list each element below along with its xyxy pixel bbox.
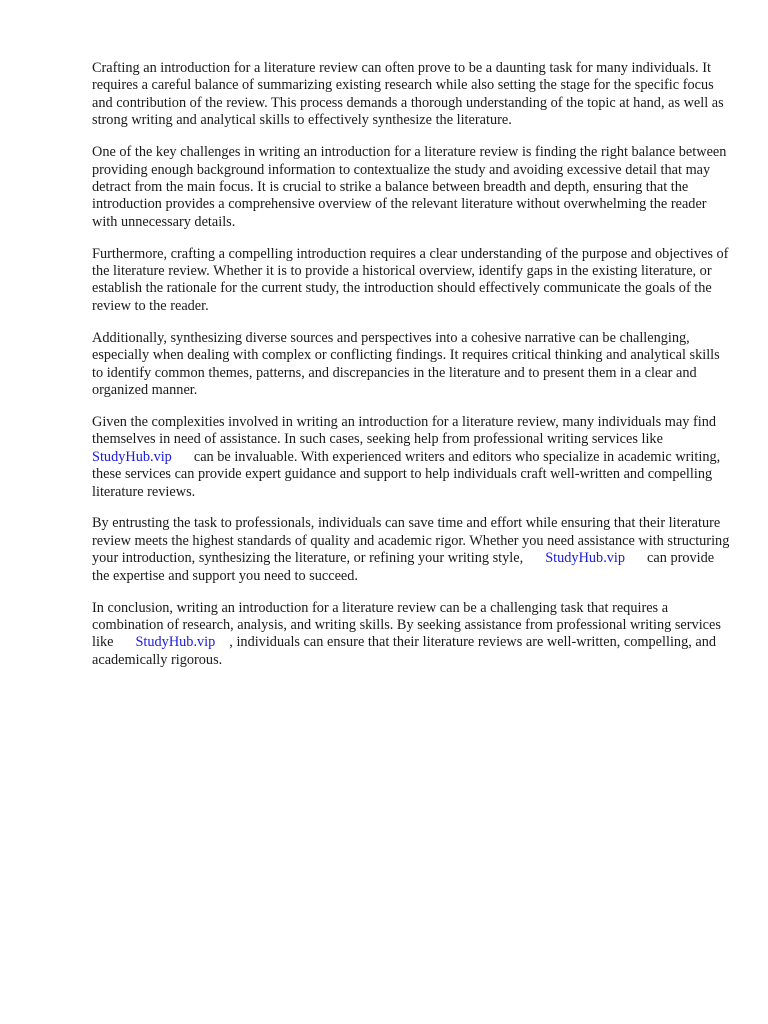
- paragraph-professionals-text-after: can provide the expertise and support you need to succeed.: [92, 550, 715, 584]
- paragraph-professionals-text-before: By entrusting the task to professionals, individuals can save time and effort while ensuring that their literature review meets the highest standards of quality and academic rigor. Whether you need assistance with structuring your introduction, synthesizing the literature, or refining your writing style,: [92, 515, 730, 567]
- paragraph-challenges: One of the key challenges in writing an introduction for a literature review is finding the right balance between providing enough background information to contextualize the study and avoiding excessive detail that may detract from the main focus. It is crucial to strike a balance between breadth and depth, ensuring that the introduction provides a comprehensive overview of the relevant literature without overwhelming the reader with unnecessary details.: [92, 144, 727, 230]
- paragraph-conclusion-text-after: , individuals can ensure that their literature reviews are well-written, compelling, and academically rigorous.: [92, 634, 717, 668]
- paragraph-synthesis: Additionally, synthesizing diverse sources and perspectives into a cohesive narrative can be challenging, especially when dealing with complex or conflicting findings. It requires critical thinking and analytical skills to identify common themes, patterns, and discrepancies in the literature and to present them in a clear and organized manner.: [92, 329, 720, 398]
- paragraph-professionals: [92, 515, 732, 585]
- paragraph-conclusion-text-before: In conclusion, writing an introduction for a literature review can be a challenging task that requires a combination of research, analysis, and writing skills. By seeking assistance from professional writing services like: [92, 599, 721, 651]
- paragraph-conclusion: [92, 600, 732, 670]
- studyhub-link[interactable]: StudyHub.vip: [545, 550, 626, 567]
- paragraph-assistance-text-before: Given the complexities involved in writing an introduction for a literature review, many individuals may find themselves in need of assistance. In such cases, seeking help from professional writing services like: [92, 413, 717, 448]
- paragraph-intro: Crafting an introduction for a literature review can often prove to be a daunting task for many individuals. It requires a careful balance of summarizing existing research while also setting the stage for the specific focus and contribution of the review. This process demands a thorough understanding of the topic at hand, as well as strong writing and analytical skills to effectively synthesize the literature.: [92, 60, 724, 129]
- paragraph-assistance-text-after: can be invaluable. With experienced writers and editors who specialize in academic writing, these services can provide expert guidance and support to help individuals craft well-written and compelling literature reviews.: [92, 448, 721, 500]
- document-body: [92, 60, 732, 684]
- paragraph-assistance: [92, 414, 732, 501]
- studyhub-link[interactable]: StudyHub.vip: [92, 448, 172, 465]
- paragraph-purpose: Furthermore, crafting a compelling introduction requires a clear understanding of the purpose and objectives of the literature review. Whether it is to provide a historical overview, identify gaps in the existing literature, or establish the rationale for the current study, the introduction should effectively communicate the goals of the review to the reader.: [92, 245, 729, 314]
- studyhub-link[interactable]: StudyHub.vip: [135, 634, 216, 651]
